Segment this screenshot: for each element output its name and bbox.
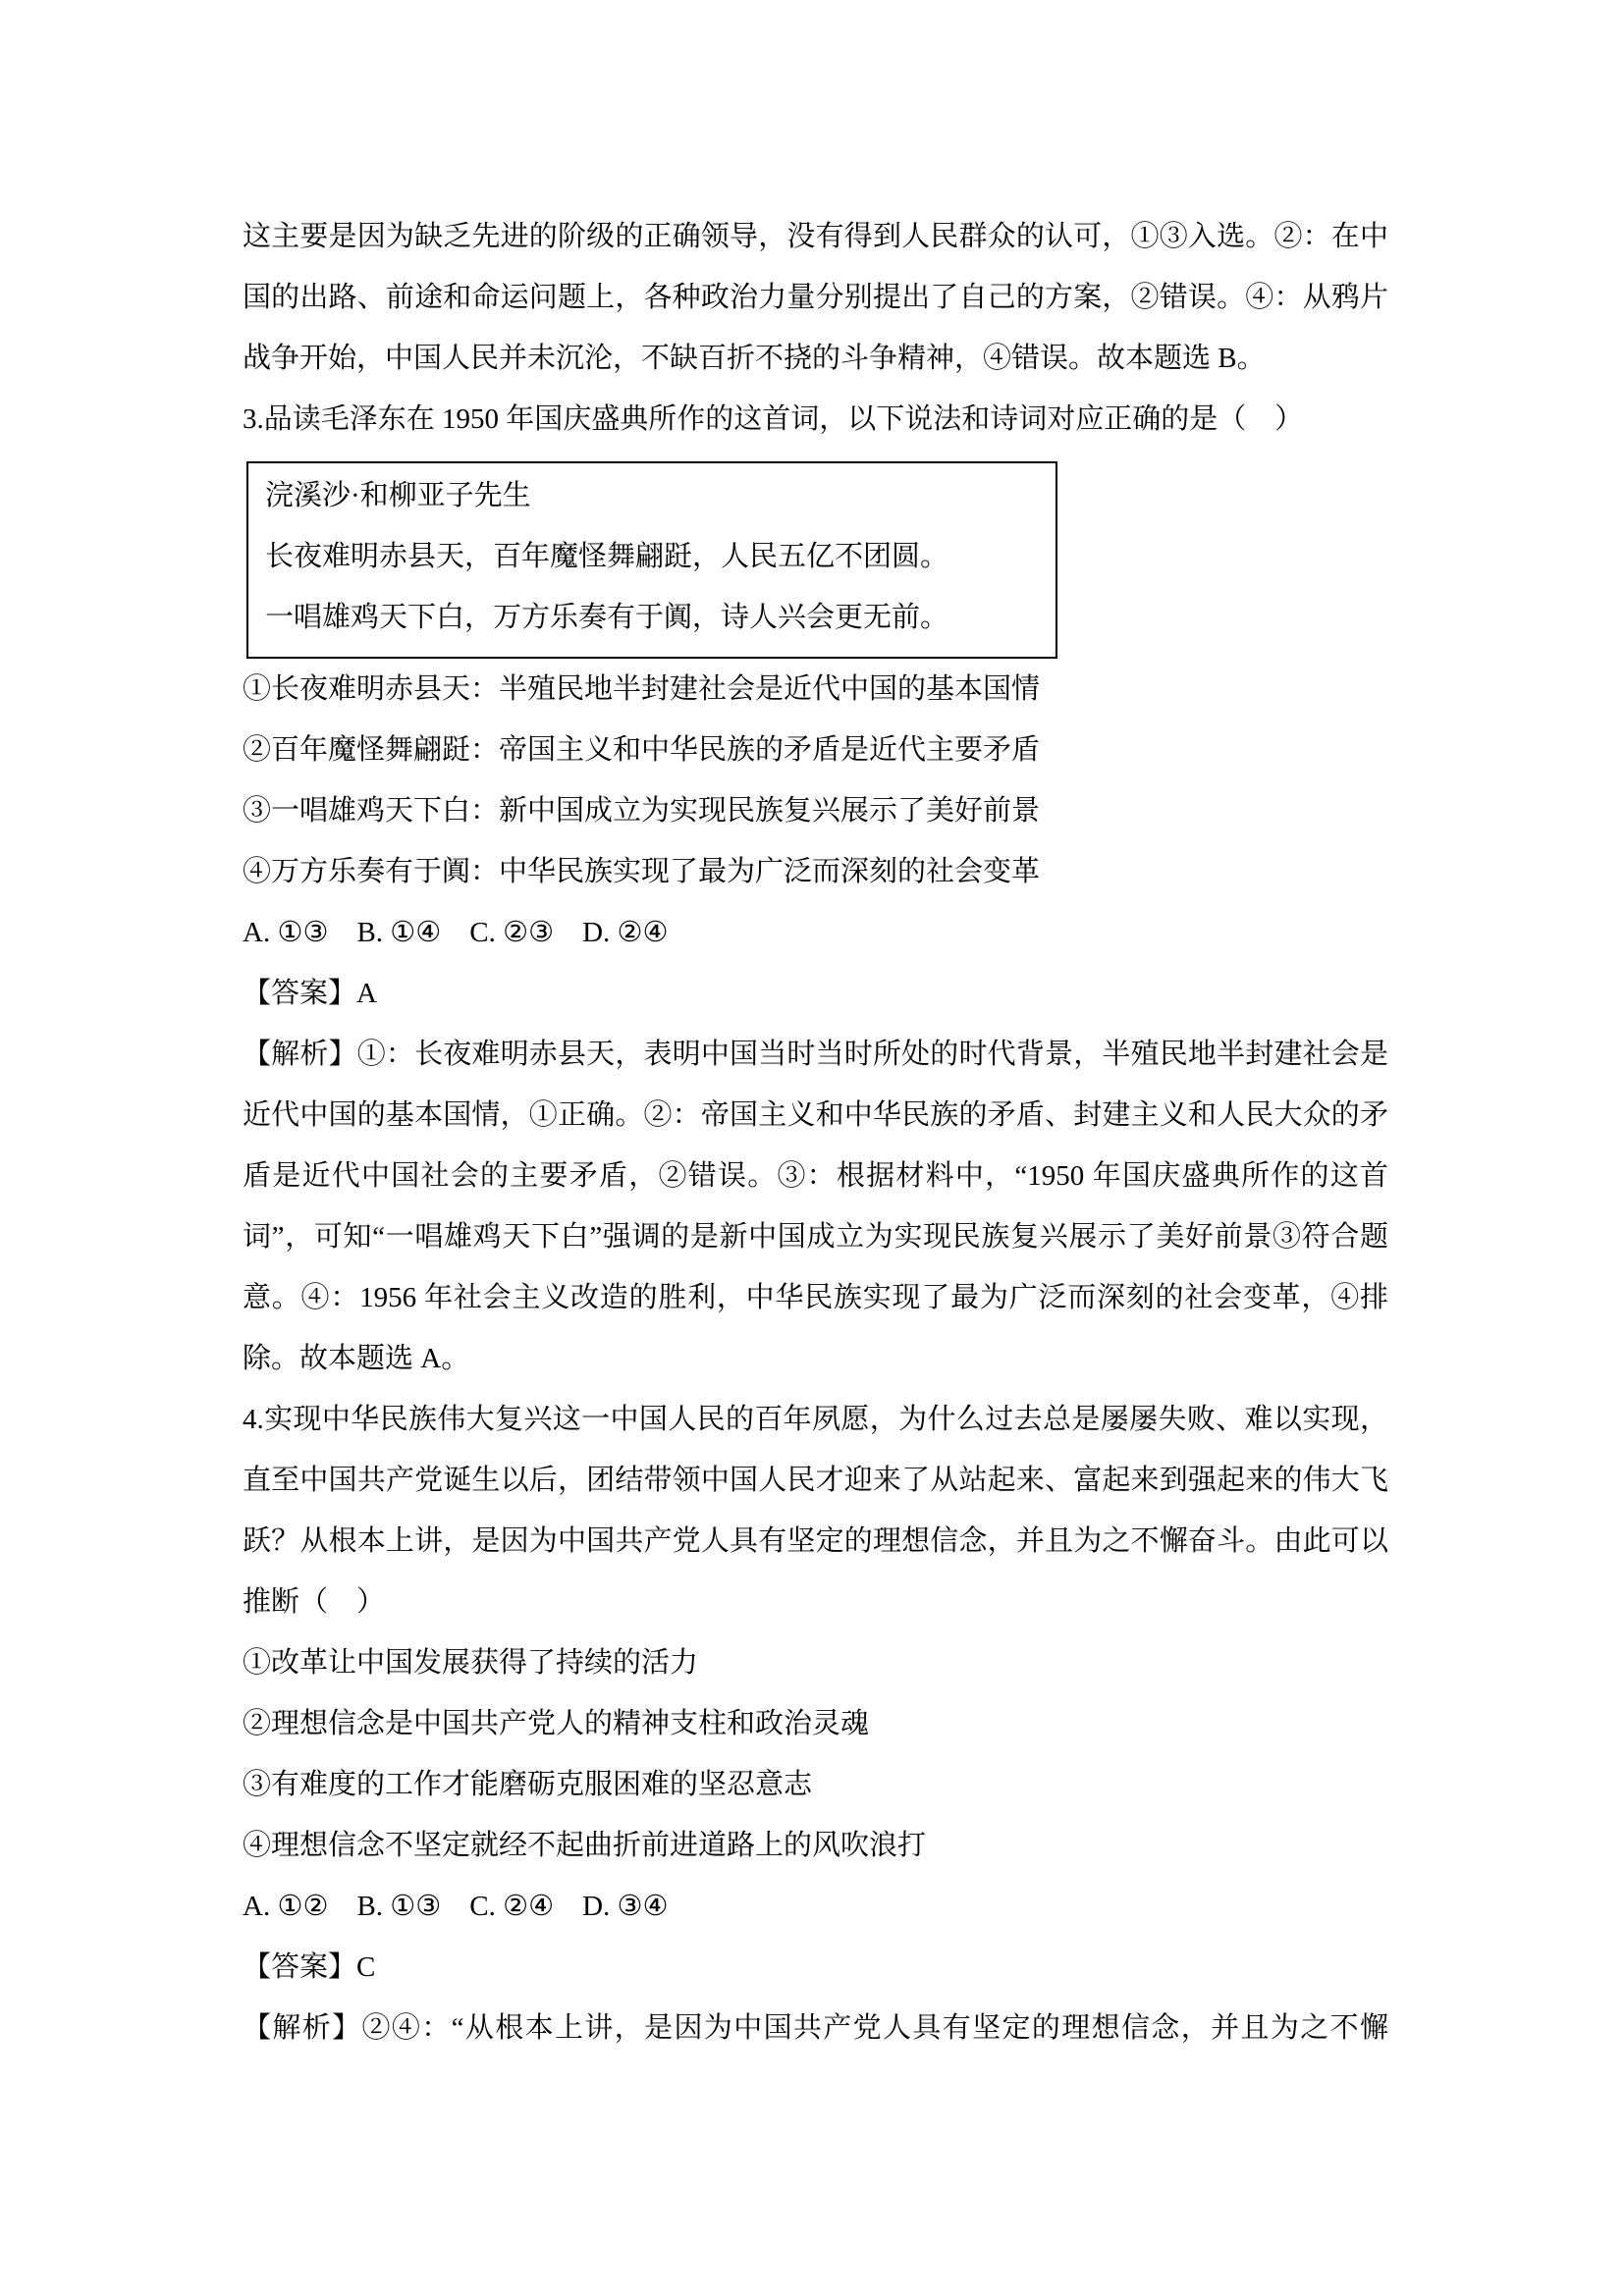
q3-answer: 【答案】A [243, 978, 377, 1009]
q4-answer: 【答案】C [243, 1951, 376, 1983]
poem-line-1: 长夜难明赤县天，百年魔怪舞翩跹，人民五亿不团圆。 [265, 541, 949, 572]
q3-option-1: ①长夜难明赤县天：半殖民地半封建社会是近代中国的基本国情 [243, 673, 1041, 705]
poem-box [246, 461, 1057, 659]
q3-option-4: ④万方乐奏有于阗：中华民族实现了最为广泛而深刻的社会变革 [243, 856, 1041, 887]
q2-analysis-continued: 这主要是因为缺乏先进的阶级的正确领导，没有得到人民群众的认可，①③入选。②：在中国的出路、前途和命运问题上，各种政治力量分别提出了自己的方案，②错误。④：从鸦片战争开始，中国人民并未沉沦，不缺百折不挠的斗争精神，④错误。故本题选 B。 [243, 221, 1388, 374]
q3-option-3: ③一唱雄鸡天下白：新中国成立为实现民族复兴展示了美好前景 [243, 795, 1041, 827]
q3-choices: A. ①③ B. ①④ C. ②③ D. ②④ [243, 917, 669, 948]
q4-option-4: ④理想信念不坚定就经不起曲折前进道路上的风吹浪打 [243, 1830, 927, 1861]
poem-title: 浣溪沙·和柳亚子先生 [265, 480, 531, 511]
q3-analysis: 【解析】①：长夜难明赤县天，表明中国当时当时所处的时代背景，半殖民地半封建社会是近代中国的基本国情，①正确。②：帝国主义和中华民族的矛盾、封建主义和人民大众的矛盾是近代中国社会的主要矛盾，②错误。③：根据材料中，“1950 年国庆盛典所作的这首词”，可知“一唱雄鸡天下白”强调的是新中国成立为实现民族复兴展示了美好前景③符合题意。④：1956 年社会主义改造的胜利，中华民族实现了最为广泛而深刻的社会变革，④排除。故本题选 A。 [243, 1039, 1388, 1374]
q4-choices: A. ①② B. ①③ C. ②④ D. ③④ [243, 1891, 669, 1922]
q3-stem: 3.品读毛泽东在 1950 年国庆盛典所作的这首词，以下说法和诗词对应正确的是（ ） [243, 403, 1304, 435]
q4-stem: 4.实现中华民族伟大复兴这一中国人民的百年夙愿，为什么过去总是屡屡失败、难以实现，直至中国共产党诞生以后，团结带领中国人民才迎来了从站起来、富起来到强起来的伟大飞跃？从根本上讲，是因为中国共产党人具有坚定的理想信念，并且为之不懈奋斗。由此可以推断（ ） [243, 1404, 1388, 1618]
poem-line-2: 一唱雄鸡天下白，万方乐奏有于阗，诗人兴会更无前。 [265, 602, 949, 633]
page-content [243, 206, 1388, 2058]
q4-option-2: ②理想信念是中国共产党人的精神支柱和政治灵魂 [243, 1708, 870, 1739]
q4-option-3: ③有难度的工作才能磨砺克服困难的坚忍意志 [243, 1769, 813, 1800]
q3-option-2: ②百年魔怪舞翩跹：帝国主义和中华民族的矛盾是近代主要矛盾 [243, 734, 1041, 766]
q4-option-1: ①改革让中国发展获得了持续的活力 [243, 1647, 699, 1679]
q4-analysis-partial: 【解析】②④：“从根本上讲，是因为中国共产党人具有坚定的理想信念，并且为之不懈 [243, 2012, 1388, 2044]
